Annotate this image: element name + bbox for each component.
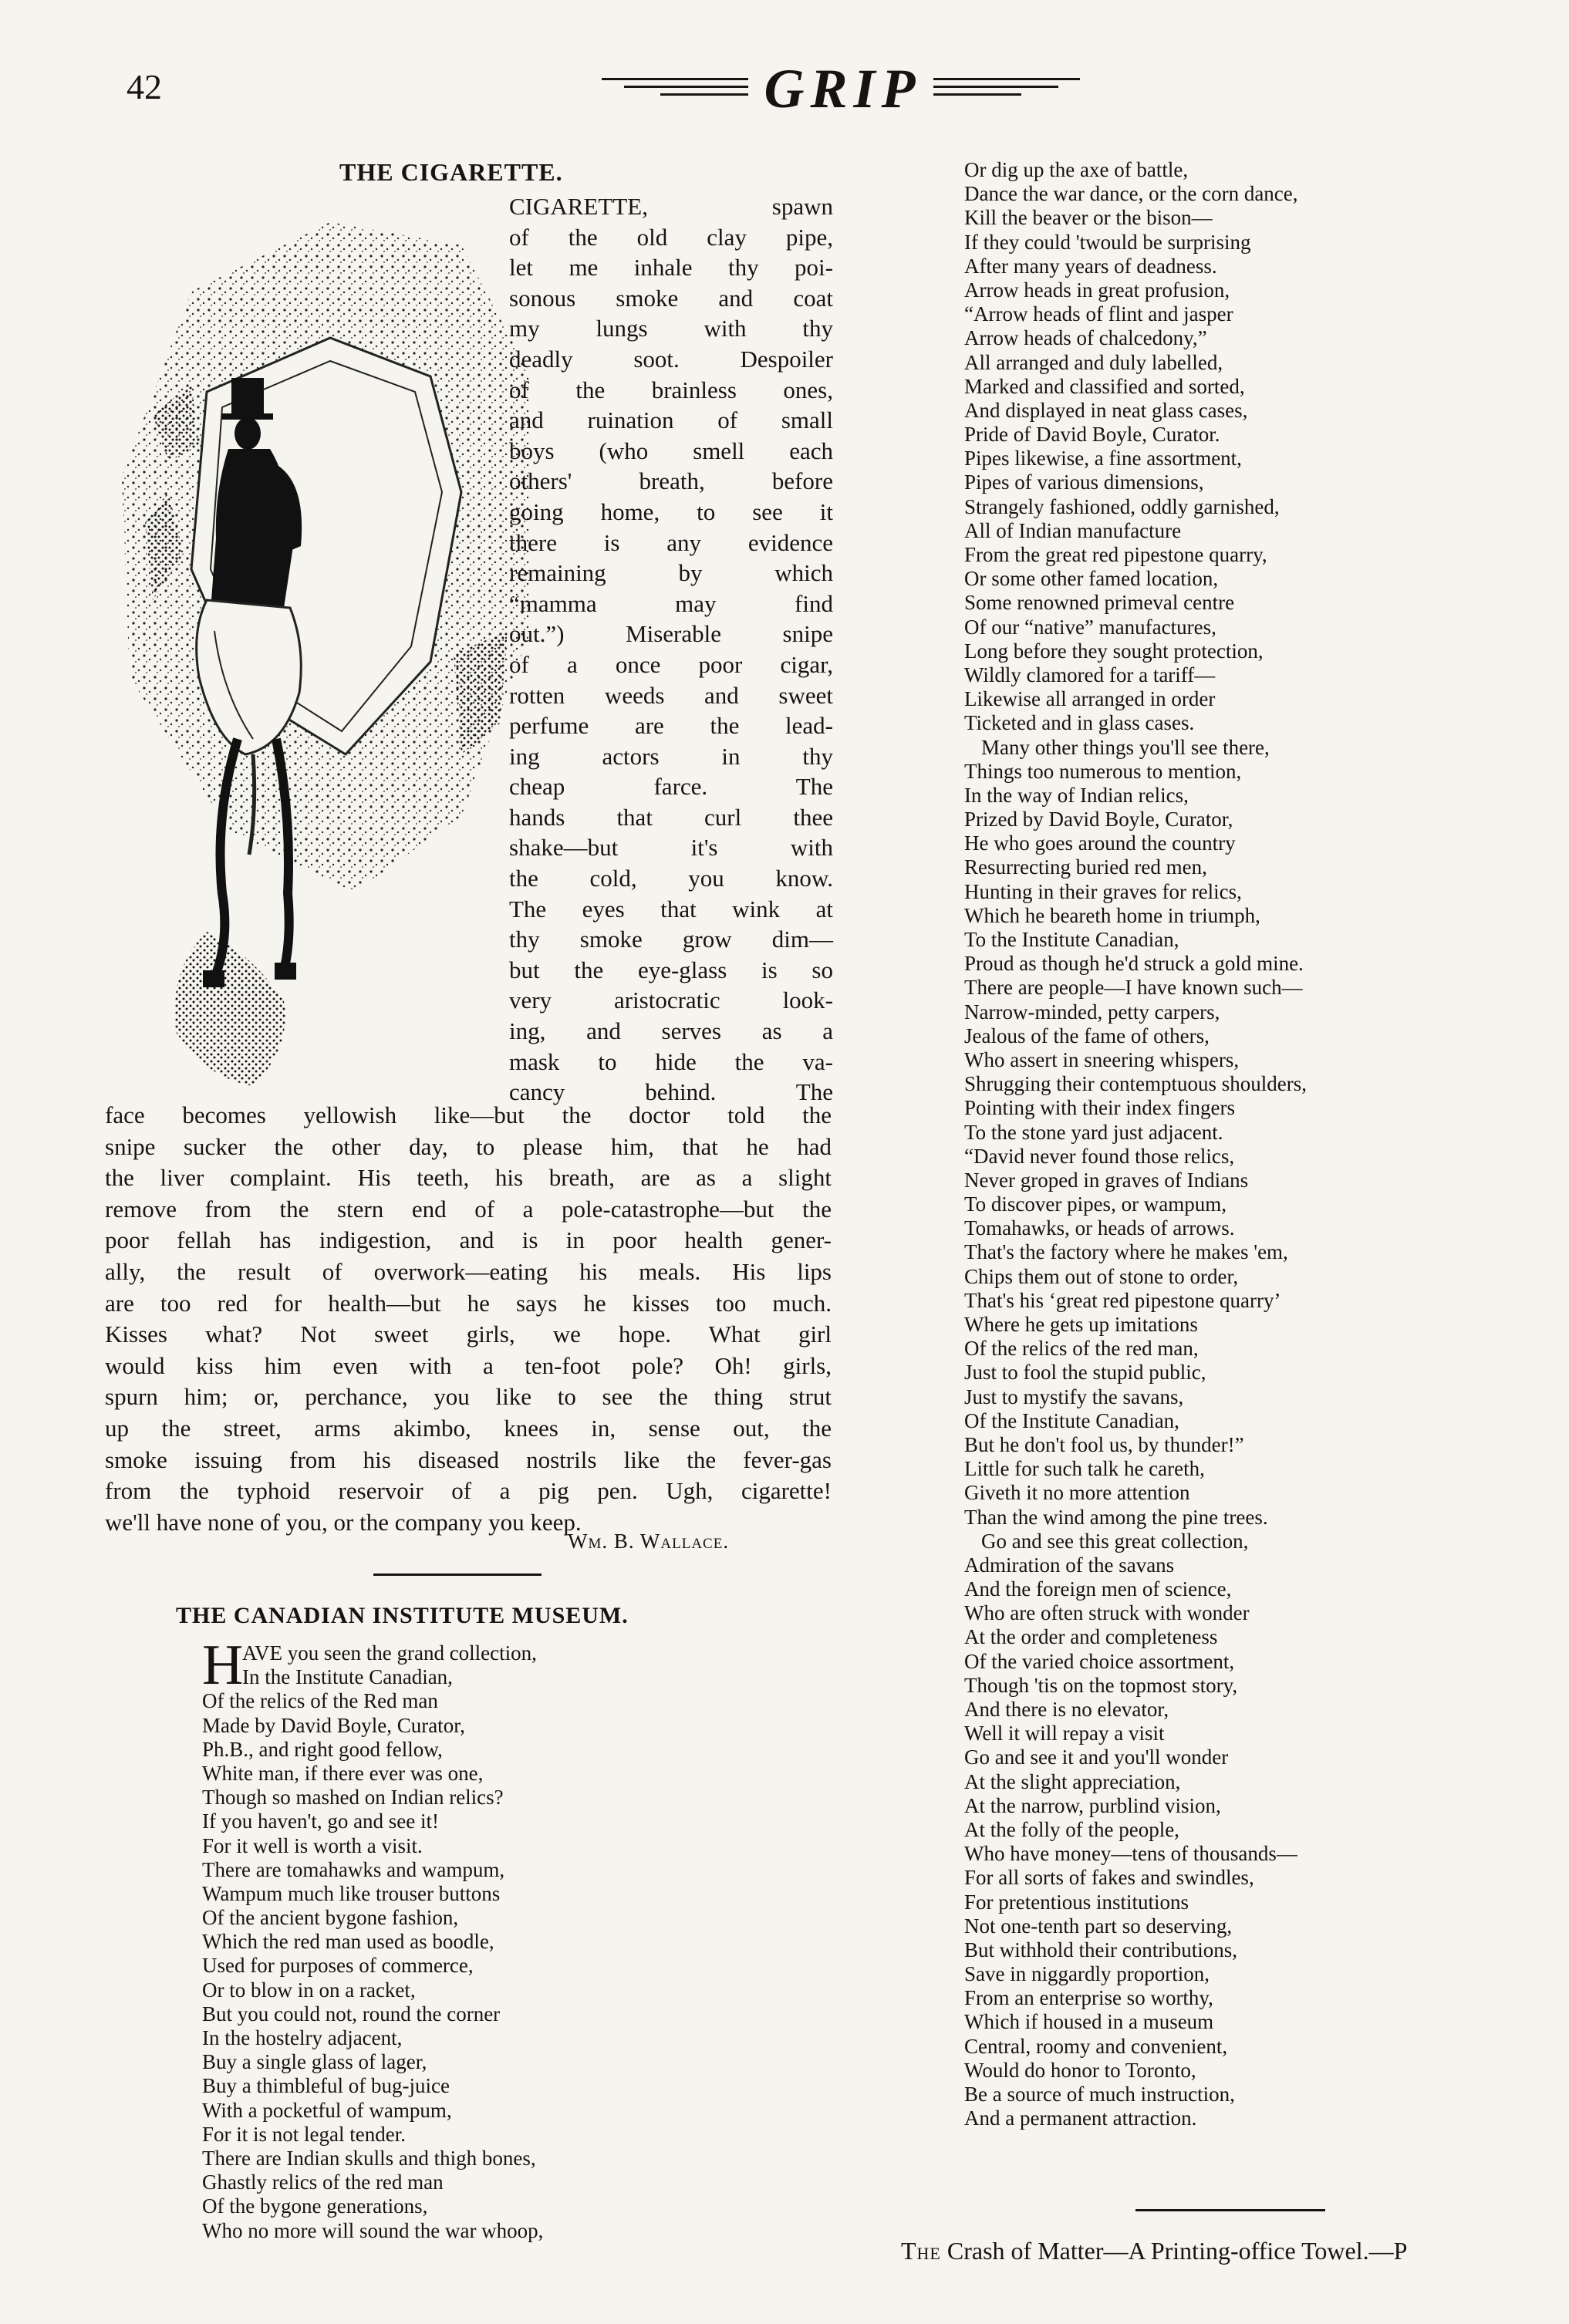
poem-line: Just to mystify the savans, [964,1385,1184,1408]
poem-line: That's his ‘great red pipestone quarry’ [964,1288,1281,1312]
poem-line: And a permanent attraction. [964,2106,1197,2130]
essay-line: face becomes yellowish like—but the doctor told the [105,1101,832,1128]
footer-divider [1135,2209,1325,2211]
masthead-title: GRIP [764,58,922,120]
poem-line: Wampum much like trouser buttons [202,1881,501,1905]
poem-line: Or to blow in on a racket, [202,1978,416,2002]
poem-line: In the hostelry adjacent, [202,2026,403,2049]
essay-line: let me inhale thy poi- [509,254,833,282]
poem-line: Of the relics of the Red man [202,1689,438,1713]
essay-line: CIGARETTE, spawn [509,193,833,220]
poem-line: Ghastly relics of the red man [202,2171,444,2194]
essay-line: ing, and serves as a [509,1017,833,1045]
essay-line: out.”) Miserable snipe [509,620,833,648]
essay-line: mask to hide the va- [509,1047,833,1075]
section-divider [373,1574,542,1576]
poem-line: Pipes of various dimensions, [964,471,1204,494]
essay-line: perfume are the lead- [509,712,833,740]
essay-line: would kiss him even with a ten-foot pole? Oh! girls, [105,1351,832,1379]
essay-line: thy smoke grow dim— [509,926,833,953]
illustration-rider-in-smoke-ring [99,199,554,1094]
poem-line: Prized by David Boyle, Curator, [964,808,1233,831]
poem-line: At the narrow, purblind vision, [964,1793,1221,1817]
poem-line: Some renowned primeval centre [964,591,1235,615]
poem-line: In the way of Indian relics, [964,783,1189,807]
poem-line: Likewise all arranged in order [964,687,1216,711]
poem-line: Shrugging their contemptuous shoulders, [964,1072,1307,1096]
poem-line: Proud as though he'd struck a gold mine. [964,952,1304,976]
poem-line: Ticketed and in glass cases. [964,711,1195,735]
poem-line: Wildly clamored for a tariff— [964,663,1216,686]
poem-line: Pride of David Boyle, Curator. [964,423,1220,447]
essay-line: remove from the stern end of a pole-catastrophe—but the [105,1195,832,1223]
poem-line: With a pocketful of wampum, [202,2098,452,2122]
essay-line: cancy behind. The [509,1078,833,1106]
poem-line: Who assert in sneering whispers, [964,1047,1240,1071]
essay-line: are too red for health—but he says he kisses too much. [105,1289,832,1317]
poem-line: Of the Institute Canadian, [964,1408,1179,1432]
poem-line: Hunting in their graves for relics, [964,879,1242,903]
essay-line: spurn him; or, perchance, you like to see the thing strut [105,1383,832,1411]
poem-line: Resurrecting buried red men, [964,855,1207,879]
essay-line: up the street, arms akimbo, knees in, sense out, the [105,1414,832,1442]
cigarette-essay-wrapped [509,191,833,1108]
poem-line: All arranged and duly labelled, [964,350,1223,374]
poem-line: Though so mashed on Indian relics? [202,1786,504,1810]
poem-line: Arrow heads in great profusion, [964,278,1230,302]
poem-line: To the Institute Canadian, [964,928,1179,951]
poem-line: Though 'tis on the topmost story, [964,1673,1238,1697]
poem-line: Well it will repay a visit [964,1722,1165,1746]
poem-line: To discover pipes, or wampum, [964,1192,1227,1216]
essay-line: others' breath, before [509,467,833,495]
poem-line: And the foreign men of science, [964,1577,1232,1601]
essay-line: poor fellah has indigestion, and is in poor health gener- [105,1226,832,1254]
essay-line: shake—but it's with [509,834,833,862]
smoke-ring-stipple [122,222,531,893]
page-number: 42 [127,67,162,106]
cigarette-essay-continued [105,1100,832,1538]
poem-line: Central, roomy and convenient, [964,2034,1228,2058]
poem-line: “Arrow heads of flint and jasper [964,302,1233,326]
footer-lead-word: The [901,2237,941,2265]
poem-line: Buy a single glass of lager, [202,2050,427,2074]
poem-line: Many other things you'll see there, [981,735,1270,759]
poem-line: Or some other famed location, [964,567,1219,591]
poem-line: For it well is worth a visit. [202,1833,423,1857]
poem-line: For all sorts of fakes and swindles, [964,1866,1254,1890]
poem-line: Little for such talk he careth, [964,1457,1205,1481]
poem-line: Than the wind among the pine trees. [964,1505,1268,1529]
shadow-stipple [174,932,285,1086]
poem-line: Ph.B., and right good fellow, [202,1737,443,1761]
poem-line: But you could not, round the corner [202,2002,501,2025]
essay-line: ally, the result of overwork—eating his meals. His lips [105,1257,832,1285]
essay-line: but the eye-glass is so [509,956,833,983]
poem-line: Made by David Boyle, Curator, [202,1713,465,1737]
poem-line: Long before they sought protection, [964,639,1264,663]
poem-line: Pointing with their index fingers [964,1096,1235,1120]
poem-line: There are tomahawks and wampum, [202,1857,505,1881]
poem-line: Dance the war dance, or the corn dance, [964,182,1298,206]
poem-line: Of the ancient bygone fashion, [202,1906,459,1930]
poem-line: Just to fool the stupid public, [964,1361,1206,1385]
poem-line: Who are often struck with wonder [964,1601,1250,1625]
poem-line: Go and see it and you'll wonder [964,1746,1229,1769]
essay-line: snipe sucker the other day, to please him, that he had [105,1132,832,1160]
rider-figure [211,378,302,618]
essay-line: of the brainless ones, [509,376,833,403]
poem-line: Arrow heads of chalcedony,” [964,326,1207,350]
poem-line: After many years of deadness. [964,254,1217,278]
poem-drop-cap: H [202,1634,244,1697]
footer-quote [901,2237,1407,2265]
poem-line: But he don't fool us, by thunder!” [964,1432,1244,1456]
poem-line: There are Indian skulls and thigh bones, [202,2146,536,2170]
essay-line: deadly soot. Despoiler [509,345,833,373]
essay-line: Kisses what? Not sweet girls, we hope. What girl [105,1321,832,1348]
essay-line: remaining by which [509,559,833,587]
essay-line: cheap farce. The [509,773,833,801]
poem-line: Used for purposes of commerce, [202,1954,474,1978]
essay-line: the cold, you know. [509,865,833,892]
poem-line: White man, if there ever was one, [202,1761,484,1785]
essay-line: from the typhoid reservoir of a pig pen. Ugh, cigarette! [105,1477,832,1505]
poem-line: Marked and classified and sorted, [964,374,1245,398]
poem-line: Of the varied choice assortment, [964,1649,1235,1673]
poem-line: And displayed in neat glass cases, [964,398,1248,422]
poem-line: There are people—I have known such— [964,976,1303,1000]
masthead [571,54,1111,123]
poem-line: Which if housed in a museum [964,2010,1214,2034]
essay-line: of a once poor cigar, [509,650,833,678]
essay-line: sonous smoke and coat [509,284,833,312]
poem-line: “David never found those relics, [964,1144,1235,1168]
poem-line: Buy a thimbleful of bug-juice [202,2074,450,2098]
essay-line: boys (who smell each [509,437,833,464]
poem-line: Would do honor to Toronto, [964,2058,1196,2082]
poem-line: Strangely fashioned, oddly garnished, [964,494,1280,518]
essay-line: “mamma may find [509,589,833,617]
poem-line: Of our “native” manufactures, [964,615,1216,639]
essay-line: smoke issuing from his diseased nostrils like the fever-gas [105,1445,832,1473]
poem-line: Which he beareth home in triumph, [964,903,1260,927]
poem-line: Which the red man used as boodle, [202,1930,494,1954]
poem-line: To the stone yard just adjacent. [964,1120,1223,1144]
poem-line: From the great red pipestone quarry, [964,543,1267,566]
footer-text: Crash of Matter—A Printing-office Towel.—P [940,2237,1408,2265]
poem-line: Of the bygone generations, [202,2194,428,2218]
poem-line: AVE you seen the grand collection, [242,1641,537,1665]
poem-line: If you haven't, go and see it! [202,1810,440,1833]
poem-line: All of Indian manufacture [964,518,1182,542]
poem-line: Go and see this great collection, [981,1529,1249,1553]
poem-line: For pretentious institutions [964,1890,1189,1914]
masthead-rule-left [602,54,748,142]
poem-line: At the folly of the people, [964,1817,1179,1841]
essay-line: rotten weeds and sweet [509,681,833,709]
poem-line: Narrow-minded, petty carpers, [964,1000,1220,1024]
poem-line: Jealous of the fame of others, [964,1024,1210,1047]
essay-line: my lungs with thy [509,315,833,342]
poem-line: He who goes around the country [964,831,1236,855]
poem-line: Where he gets up imitations [964,1313,1198,1336]
poem-line: Pipes likewise, a fine assortment, [964,447,1242,471]
poem-line: At the slight appreciation, [964,1769,1181,1793]
essay-line: The eyes that wink at [509,895,833,923]
essay-line: we'll have none of you, or the company you keep. [105,1508,582,1536]
poem-line: Things too numerous to mention, [964,759,1242,783]
poem-line: And there is no elevator, [964,1698,1169,1721]
poem-line: Tomahawks, or heads of arrows. [964,1216,1235,1240]
poem-line: That's the factory where he makes 'em, [964,1240,1288,1264]
essay-line: ing actors in thy [509,742,833,770]
poem-line: Who have money—tens of thousands— [964,1842,1297,1866]
poem-line: Save in niggardly proportion, [964,1962,1210,1986]
poem-line: Of the relics of the red man, [964,1337,1199,1361]
poem-line: From an enterprise so worthy, [964,1986,1213,2010]
essay-signature: Wm. B. Wallace. [568,1530,730,1553]
poem-line: In the Institute Canadian, [242,1665,453,1689]
poem-line: But withhold their contributions, [964,1938,1237,1961]
museum-poem-title: THE CANADIAN INSTITUTE MUSEUM. [176,1603,629,1628]
essay-line: there is any evidence [509,528,833,556]
poem-line: Be a source of much instruction, [964,2083,1235,2106]
essay-line: very aristocratic look- [509,987,833,1014]
poem-line: For it is not legal tender. [202,2122,406,2146]
poem-line: Who no more will sound the war whoop, [202,2218,544,2242]
museum-poem-column-2 [964,158,1307,2130]
essay-line: hands that curl thee [509,803,833,831]
museum-poem-column-1 [202,1641,543,2243]
cigarette-title: THE CIGARETTE. [339,158,563,186]
poem-line: At the order and completeness [964,1625,1218,1649]
poem-line: Never groped in graves of Indians [964,1168,1249,1192]
poem-line: Admiration of the savans [964,1553,1175,1577]
masthead-rule-right [933,54,1080,142]
essay-line: of the old clay pipe, [509,223,833,251]
poem-line: Chips them out of stone to order, [964,1264,1239,1288]
poem-line: Not one-tenth part so deserving, [964,1914,1233,1938]
essay-line: the liver complaint. His teeth, his breath, are as a slight [105,1164,832,1192]
poem-line: Or dig up the axe of battle, [964,158,1189,181]
essay-line: and ruination of small [509,406,833,434]
poem-line: Kill the beaver or the bison— [964,206,1213,230]
essay-line: going home, to see it [509,498,833,525]
poem-line: Giveth it no more attention [964,1481,1190,1505]
poem-line: If they could 'twould be surprising [964,230,1251,254]
